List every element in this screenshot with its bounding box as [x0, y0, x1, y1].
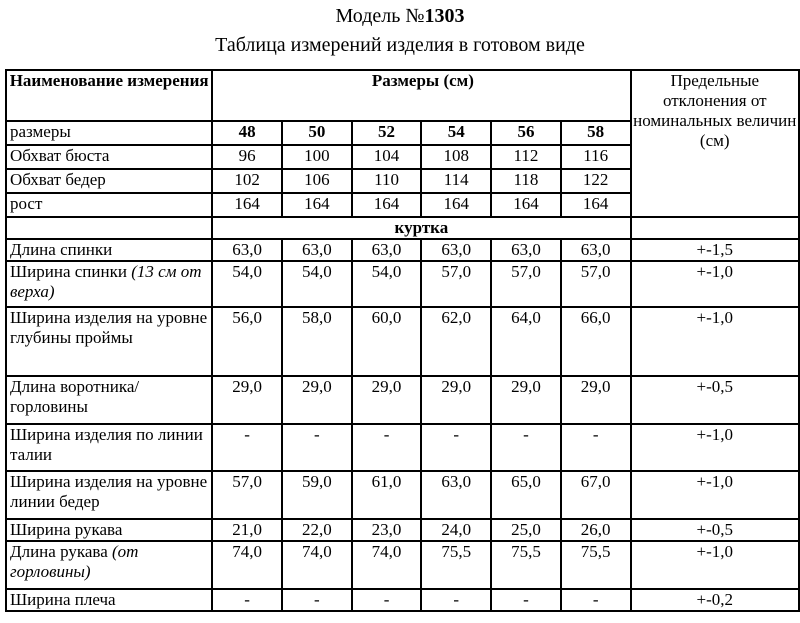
- value-cell: -: [212, 589, 282, 611]
- base-row-label: рост: [6, 193, 212, 217]
- value-cell: -: [491, 589, 561, 611]
- value-cell: 74,0: [352, 541, 422, 589]
- measurement-note: (от горловины): [10, 542, 139, 581]
- value-cell: 54,0: [282, 261, 352, 307]
- value-cell: 118: [491, 169, 561, 193]
- measurement-note: (13 см от верха): [10, 262, 202, 301]
- value-cell: 29,0: [561, 376, 631, 424]
- value-cell: 57,0: [491, 261, 561, 307]
- value-cell: 100: [282, 145, 352, 169]
- measurement-name-cell: [6, 307, 212, 376]
- value-cell: 60,0: [352, 307, 422, 376]
- value-cell: 57,0: [421, 261, 491, 307]
- section-row: [6, 217, 799, 239]
- value-cell: -: [352, 424, 422, 471]
- value-cell: 24,0: [421, 519, 491, 541]
- value-cell: 65,0: [491, 471, 561, 519]
- value-cell: 54,0: [212, 261, 282, 307]
- model-title-prefix: Модель №: [335, 5, 425, 27]
- header-row: [6, 70, 799, 121]
- value-cell: 96: [212, 145, 282, 169]
- value-cell: 29,0: [491, 376, 561, 424]
- measurement-row: [6, 307, 799, 376]
- section-blank-cell: [6, 217, 212, 239]
- tolerance-cell: +-1,0: [631, 424, 800, 471]
- tolerance-cell: +-1,0: [631, 541, 800, 589]
- table-subtitle: Таблица измерений изделия в готовом виде: [215, 34, 585, 56]
- measurement-row: [6, 376, 799, 424]
- size-cell: 54: [421, 121, 491, 145]
- value-cell: 67,0: [561, 471, 631, 519]
- value-cell: 26,0: [561, 519, 631, 541]
- value-cell: 61,0: [352, 471, 422, 519]
- value-cell: 22,0: [282, 519, 352, 541]
- value-cell: -: [282, 424, 352, 471]
- value-cell: -: [561, 589, 631, 611]
- value-cell: 74,0: [282, 541, 352, 589]
- value-cell: 122: [561, 169, 631, 193]
- value-cell: -: [282, 589, 352, 611]
- measurement-name-cell: [6, 471, 212, 519]
- measurement-name: Ширина плеча: [10, 590, 116, 609]
- value-cell: 74,0: [212, 541, 282, 589]
- value-cell: 63,0: [212, 239, 282, 261]
- tolerance-cell: +-0,2: [631, 589, 800, 611]
- value-cell: 102: [212, 169, 282, 193]
- value-cell: -: [421, 589, 491, 611]
- value-cell: -: [352, 589, 422, 611]
- size-cell: 58: [561, 121, 631, 145]
- value-cell: 29,0: [212, 376, 282, 424]
- tolerance-cell: +-1,0: [631, 261, 800, 307]
- measurement-name-cell: [6, 239, 212, 261]
- value-cell: 63,0: [561, 239, 631, 261]
- value-cell: 75,5: [421, 541, 491, 589]
- measurement-name-cell: [6, 424, 212, 471]
- measurement-row: [6, 471, 799, 519]
- value-cell: 29,0: [421, 376, 491, 424]
- measurement-row: [6, 239, 799, 261]
- value-cell: 164: [491, 193, 561, 217]
- value-cell: 106: [282, 169, 352, 193]
- value-cell: -: [212, 424, 282, 471]
- value-cell: 29,0: [282, 376, 352, 424]
- tolerance-cell: +-1,0: [631, 307, 800, 376]
- value-cell: 75,5: [491, 541, 561, 589]
- size-cell: 48: [212, 121, 282, 145]
- size-cell: 52: [352, 121, 422, 145]
- measurement-row: [6, 519, 799, 541]
- value-cell: 164: [352, 193, 422, 217]
- header-sizes-cell: Размеры (см): [212, 70, 630, 121]
- measurement-row: [6, 261, 799, 307]
- measurement-row: [6, 589, 799, 611]
- measurement-name: Длина спинки: [10, 240, 113, 259]
- measurement-row: [6, 541, 799, 589]
- value-cell: 164: [561, 193, 631, 217]
- measurement-name: Длина рукава: [10, 542, 112, 561]
- header-deviation-cell: Предельные отклонения от номинальных величин (см): [631, 70, 800, 217]
- measurement-name-cell: [6, 589, 212, 611]
- value-cell: 164: [421, 193, 491, 217]
- measurement-name: Ширина изделия на уровне линии бедер: [10, 472, 208, 511]
- sizes-label: размеры: [6, 121, 212, 145]
- value-cell: 54,0: [352, 261, 422, 307]
- measurement-row: [6, 424, 799, 471]
- measurement-name: Ширина изделия по линии талии: [10, 425, 203, 464]
- value-cell: 57,0: [212, 471, 282, 519]
- tolerance-cell: +-0,5: [631, 376, 800, 424]
- value-cell: -: [421, 424, 491, 471]
- value-cell: 63,0: [352, 239, 422, 261]
- value-cell: 104: [352, 145, 422, 169]
- model-number: 1303: [424, 5, 465, 27]
- value-cell: 56,0: [212, 307, 282, 376]
- value-cell: 25,0: [491, 519, 561, 541]
- value-cell: 63,0: [421, 239, 491, 261]
- value-cell: 58,0: [282, 307, 352, 376]
- measurement-name: Длина воротника/горловины: [10, 377, 140, 416]
- tolerance-cell: +-1,5: [631, 239, 800, 261]
- measurement-name: Ширина изделия на уровне глубины проймы: [10, 308, 208, 347]
- measurement-name-cell: [6, 261, 212, 307]
- value-cell: -: [491, 424, 561, 471]
- value-cell: 63,0: [421, 471, 491, 519]
- value-cell: 63,0: [491, 239, 561, 261]
- value-cell: 108: [421, 145, 491, 169]
- measurement-name: Ширина рукава: [10, 520, 123, 539]
- value-cell: -: [561, 424, 631, 471]
- value-cell: 57,0: [561, 261, 631, 307]
- measurement-table: [5, 69, 800, 612]
- header-name-cell: Наименование измерения: [6, 70, 212, 121]
- section-tolerance-blank: [631, 217, 800, 239]
- value-cell: 62,0: [421, 307, 491, 376]
- value-cell: 63,0: [282, 239, 352, 261]
- value-cell: 64,0: [491, 307, 561, 376]
- model-title: [0, 4, 800, 28]
- value-cell: 66,0: [561, 307, 631, 376]
- value-cell: 164: [282, 193, 352, 217]
- size-cell: 56: [491, 121, 561, 145]
- tolerance-cell: +-0,5: [631, 519, 800, 541]
- measurement-name-cell: [6, 376, 212, 424]
- value-cell: 59,0: [282, 471, 352, 519]
- value-cell: 29,0: [352, 376, 422, 424]
- value-cell: 114: [421, 169, 491, 193]
- value-cell: 112: [491, 145, 561, 169]
- measurement-name: Ширина спинки: [10, 262, 132, 281]
- tolerance-cell: +-1,0: [631, 471, 800, 519]
- value-cell: 23,0: [352, 519, 422, 541]
- value-cell: 21,0: [212, 519, 282, 541]
- measurement-name-cell: [6, 519, 212, 541]
- value-cell: 116: [561, 145, 631, 169]
- value-cell: 164: [212, 193, 282, 217]
- value-cell: 75,5: [561, 541, 631, 589]
- value-cell: 110: [352, 169, 422, 193]
- base-row-label: Обхват бедер: [6, 169, 212, 193]
- section-label: куртка: [212, 217, 630, 239]
- base-row-label: Обхват бюста: [6, 145, 212, 169]
- size-cell: 50: [282, 121, 352, 145]
- measurement-name-cell: [6, 541, 212, 589]
